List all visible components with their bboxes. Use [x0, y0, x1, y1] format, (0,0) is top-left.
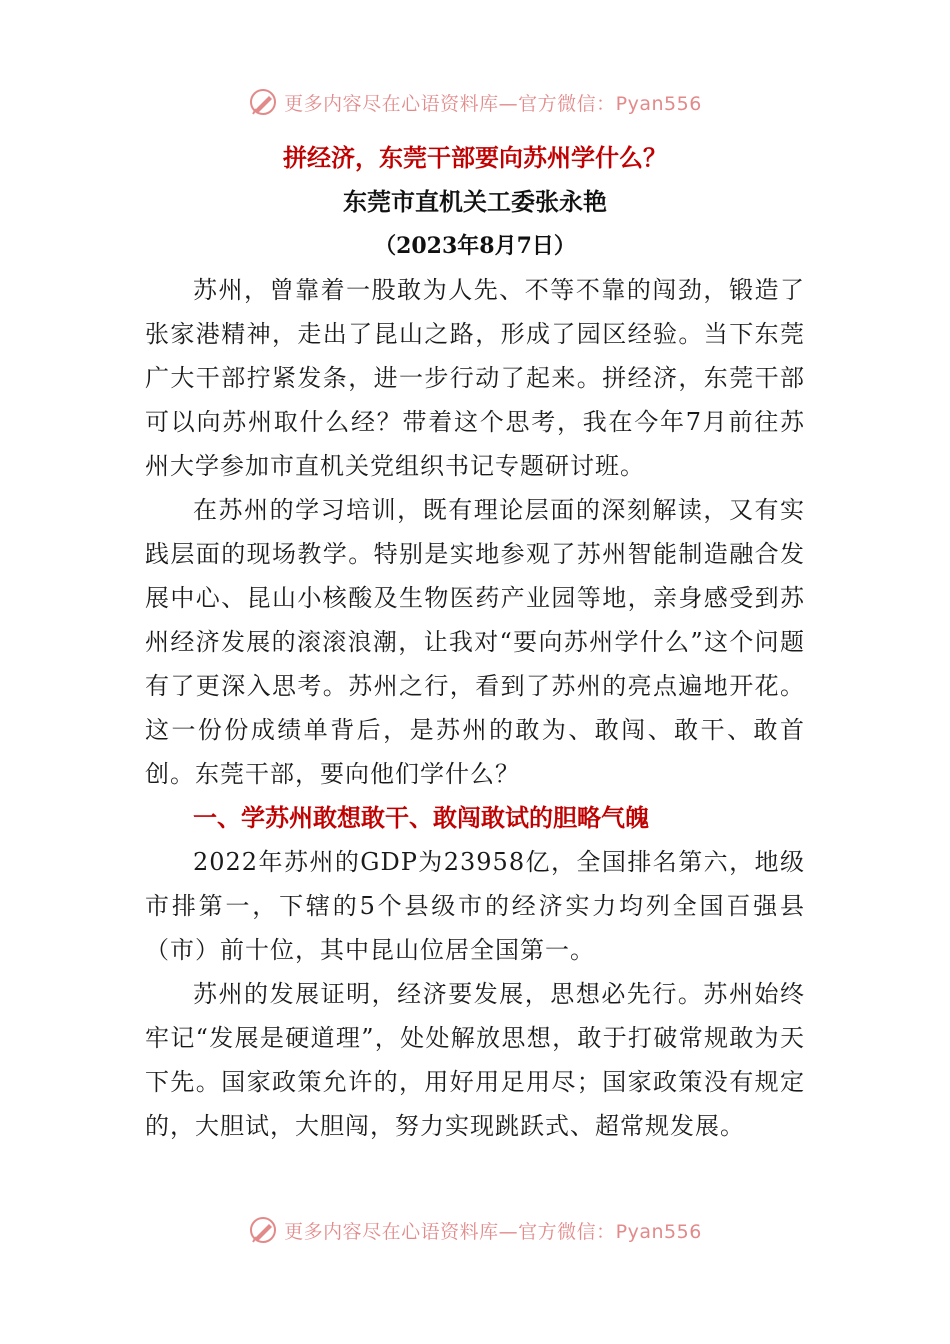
section1-paragraph-1: 2022年苏州的GDP为23958亿，全国排名第六，地级市排第一，下辖的5个县级市的经济实力均列全国百强县（市）前十位，其中昆山位居全国第一。: [145, 848, 805, 964]
document-body: [145, 136, 805, 1148]
document-title: 拼经济，东莞干部要向苏州学什么？: [283, 143, 667, 172]
document-date: （2023年8月7日）: [374, 233, 576, 259]
paragraph-2: 在苏州的学习培训，既有理论层面的深刻解读，又有实践层面的现场教学。特别是实地参观了苏州智能制造融合发展中心、昆山小核酸及生物医药产业园等地，亲身感受到苏州经济发展的滚滚浪潮，让我对“要向苏州学什么”这个问题有了更深入思考。苏州之行，看到了苏州的亮点遍地开花。这一份份成绩单背后，是苏州的敢为、敢闯、敢干、敢首创。东莞干部，要向他们学什么？: [145, 496, 805, 788]
pen-logo-icon: [248, 87, 278, 117]
watermark-header: [0, 82, 950, 122]
paragraph-1: 苏州，曾靠着一股敢为人先、不等不靠的闯劲，锻造了张家港精神，走出了昆山之路，形成了园区经验。当下东莞广大干部拧紧发条，进一步行动了起来。拼经济，东莞干部可以向苏州取什么经？带着这个思考，我在今年7月前往苏州大学参加市直机关党组织书记专题研讨班。: [145, 276, 805, 480]
watermark-text: 更多内容尽在心语资料库—官方微信：Pyan556: [284, 92, 702, 115]
watermark-text: 更多内容尽在心语资料库—官方微信：Pyan556: [284, 1220, 702, 1243]
pen-logo-icon: [248, 1215, 278, 1245]
section-heading-1: 一、学苏州敢想敢干、敢闯敢试的胆略气魄: [193, 803, 649, 832]
section1-paragraph-2: 苏州的发展证明，经济要发展，思想必先行。苏州始终牢记“发展是硬道理”，处处解放思想，敢于打破常规敢为天下先。国家政策允许的，用好用足用尽；国家政策没有规定的，大胆试，大胆闯，努力实现跳跃式、超常规发展。: [145, 980, 805, 1140]
document-author: 东莞市直机关工委张永艳: [343, 187, 607, 216]
watermark-footer: [0, 1210, 950, 1250]
